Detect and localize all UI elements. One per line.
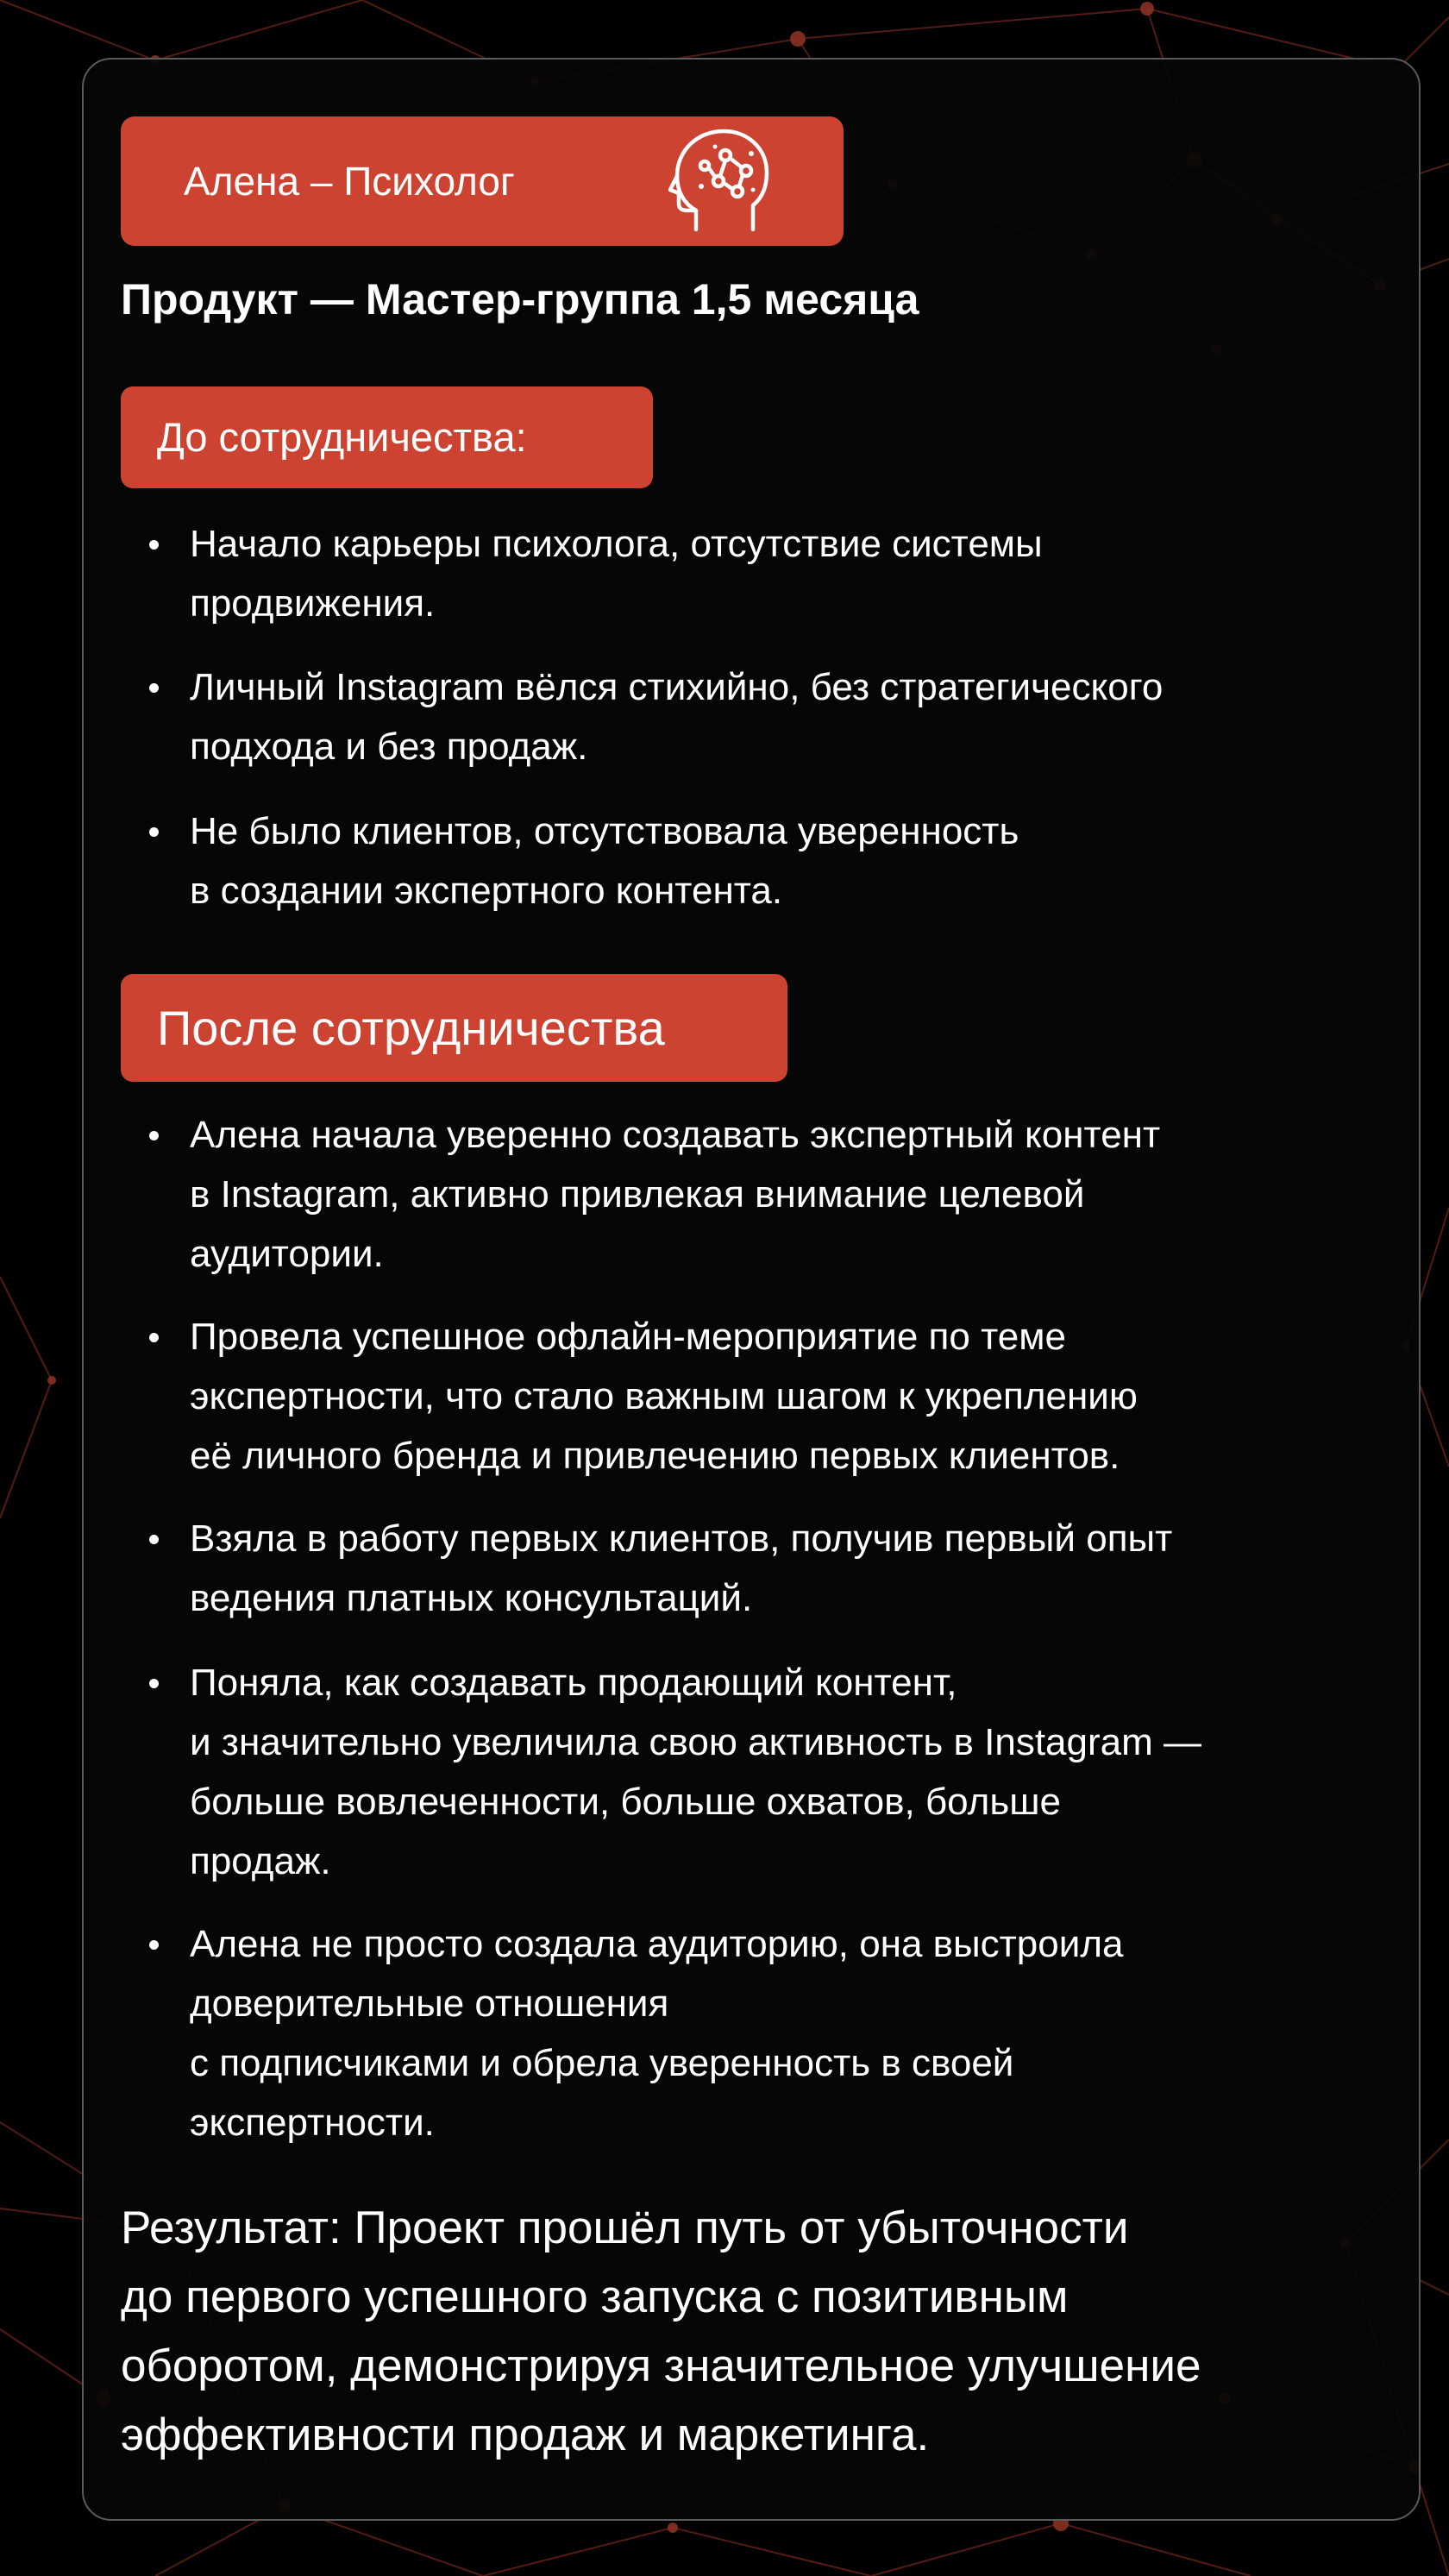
before-heading-badge: До сотрудничества: (121, 386, 653, 488)
after-item-4: Поняла, как создавать продающий контент, и значительно увеличила свою активность в Instagram — больше вовлеченности, больше охватов, больше продаж. (190, 1653, 1389, 1891)
before-item-2: Личный Instagram вёлся стихийно, без стратегического подхода и без продаж. (190, 657, 1389, 776)
before-item-1: Начало карьеры психолога, отсутствие системы продвижения. (190, 514, 1389, 633)
head-brain-icon (667, 121, 779, 240)
after-item-3: Взяла в работу первых клиентов, получив первый опыт ведения платных консультаций. (190, 1509, 1389, 1628)
after-item-1: Алена начала уверенно создавать экспертный контент в Instagram, активно привлекая внимание целевой аудитории. (190, 1105, 1389, 1284)
title-text: Алена – Психолог (184, 159, 515, 204)
after-item-2: Провела успешное офлайн-мероприятие по теме экспертности, что стало важным шагом к укреплению её личного бренда и привлечению первых клиентов. (190, 1307, 1389, 1486)
before-item-3: Не было клиентов, отсутствовала уверенность в создании экспертного контента. (190, 801, 1389, 920)
result-paragraph: Результат: Проект прошёл путь от убыточности до первого успешного запуска с позитивным оборотом, демонстрируя значительное улучшение эффективности продаж и маркетинга. (121, 2202, 1201, 2460)
after-heading-badge: После сотрудничества (121, 974, 787, 1082)
after-item-5: Алена не просто создала аудиторию, она выстроила доверительные отношения с подписчиками и обрела уверенность в своей экспертности. (190, 1914, 1389, 2152)
product-title: Продукт — Мастер-группа 1,5 месяца (121, 275, 919, 324)
